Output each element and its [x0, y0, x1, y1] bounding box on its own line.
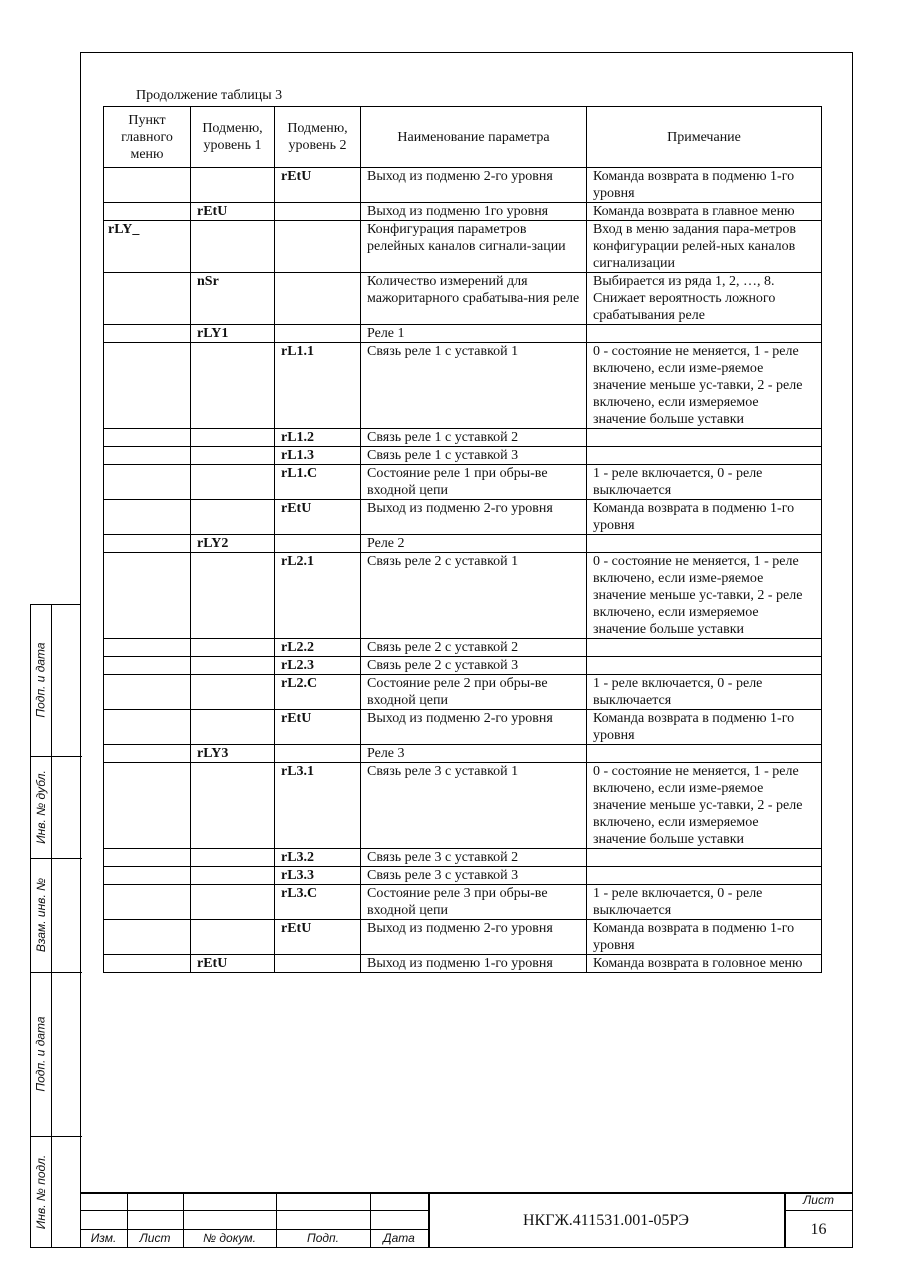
parameter-table [103, 106, 822, 973]
main-menu-code [104, 429, 191, 447]
parameter-name: Связь реле 2 с уставкой 2 [361, 639, 587, 657]
main-menu-code [104, 447, 191, 465]
main-menu-code [104, 955, 191, 973]
submenu-2-code: rL3.C [275, 885, 361, 920]
main-menu-code: rLY_ [104, 221, 191, 273]
parameter-note: Команда возврата в подменю 1-го уровня [587, 920, 822, 955]
main-menu-code [104, 710, 191, 745]
submenu-1-code [191, 465, 275, 500]
title-label-doc-no: № докум. [203, 1231, 256, 1245]
table-header-row [104, 107, 822, 168]
parameter-name: Связь реле 2 с уставкой 3 [361, 657, 587, 675]
submenu-1-code [191, 429, 275, 447]
submenu-1-code: rLY2 [191, 535, 275, 553]
parameter-note: Команда возврата в подменю 1-го уровня [587, 500, 822, 535]
submenu-1-code [191, 675, 275, 710]
main-menu-code [104, 639, 191, 657]
main-menu-code [104, 849, 191, 867]
parameter-note [587, 325, 822, 343]
table-row [104, 168, 822, 203]
submenu-1-code [191, 639, 275, 657]
header-submenu-2: Подменю, уровень 2 [275, 107, 361, 168]
parameter-note: 0 - состояние не меняется, 1 - реле включено, если изме-ряемое значение меньше ус-тавки, 2 - реле включено, если измеряемое значение больше уставки [587, 553, 822, 639]
parameter-note: Команда возврата в главное меню [587, 203, 822, 221]
parameter-note [587, 429, 822, 447]
table-row [104, 343, 822, 429]
main-menu-code [104, 920, 191, 955]
parameter-note: 1 - реле включается, 0 - реле выключается [587, 885, 822, 920]
main-menu-code [104, 325, 191, 343]
submenu-1-code [191, 885, 275, 920]
main-menu-code [104, 885, 191, 920]
side-label-replace-inv: Взам. инв. № [34, 877, 49, 953]
parameter-name: Связь реле 3 с уставкой 2 [361, 849, 587, 867]
submenu-2-code: rL2.2 [275, 639, 361, 657]
table-row [104, 325, 822, 343]
main-menu-code [104, 763, 191, 849]
main-menu-code [104, 343, 191, 429]
main-menu-code [104, 203, 191, 221]
table-caption: Продолжение таблицы 3 [136, 88, 283, 103]
parameter-note [587, 657, 822, 675]
main-menu-code [104, 553, 191, 639]
parameter-note [587, 745, 822, 763]
parameter-name: Выход из подменю 1-го уровня [361, 955, 587, 973]
submenu-1-code [191, 920, 275, 955]
title-label-sheet: Лист [139, 1231, 171, 1245]
parameter-note [587, 849, 822, 867]
table-row [104, 465, 822, 500]
main-menu-code [104, 675, 191, 710]
submenu-2-code: rL3.1 [275, 763, 361, 849]
parameter-note [587, 639, 822, 657]
parameter-name: Состояние реле 2 при обры-ве входной цепи [361, 675, 587, 710]
parameter-name: Реле 3 [361, 745, 587, 763]
submenu-1-code [191, 849, 275, 867]
submenu-2-code: rEtU [275, 500, 361, 535]
side-stamp-outer [52, 604, 80, 1248]
parameter-name: Количество измерений для мажоритарного срабатыва-ния реле [361, 273, 587, 325]
submenu-2-code: rEtU [275, 920, 361, 955]
submenu-2-code [275, 273, 361, 325]
header-main-menu: Пункт главного меню [104, 107, 191, 168]
submenu-2-code: rL3.3 [275, 867, 361, 885]
parameter-name: Выход из подменю 2-го уровня [361, 920, 587, 955]
main-menu-code [104, 273, 191, 325]
submenu-2-code: rL2.C [275, 675, 361, 710]
header-submenu-1: Подменю, уровень 1 [191, 107, 275, 168]
submenu-2-code: rL1.C [275, 465, 361, 500]
submenu-1-code [191, 657, 275, 675]
table-row [104, 639, 822, 657]
title-label-change: Изм. [90, 1231, 117, 1245]
table-row [104, 675, 822, 710]
submenu-1-code [191, 867, 275, 885]
table-row [104, 203, 822, 221]
parameter-name: Состояние реле 1 при обры-ве входной цепи [361, 465, 587, 500]
parameter-note [587, 447, 822, 465]
submenu-2-code [275, 203, 361, 221]
submenu-1-code [191, 221, 275, 273]
main-menu-code [104, 535, 191, 553]
title-label-signature: Подп. [307, 1231, 339, 1245]
table-row [104, 447, 822, 465]
sheet-number: 16 [810, 1220, 827, 1238]
side-label-sign-date: Подп. и дата [34, 642, 48, 718]
parameter-name: Связь реле 3 с уставкой 1 [361, 763, 587, 849]
submenu-1-code [191, 447, 275, 465]
submenu-2-code [275, 745, 361, 763]
parameter-note: 1 - реле включается, 0 - реле выключается [587, 675, 822, 710]
submenu-1-code: rLY3 [191, 745, 275, 763]
header-note: Примечание [587, 107, 822, 168]
document-number: НКГЖ.411531.001-05РЭ [522, 1211, 689, 1229]
parameter-name: Выход из подменю 1го уровня [361, 203, 587, 221]
parameter-name: Реле 1 [361, 325, 587, 343]
parameter-name: Реле 2 [361, 535, 587, 553]
parameter-note [587, 867, 822, 885]
submenu-2-code [275, 535, 361, 553]
parameter-name: Связь реле 1 с уставкой 2 [361, 429, 587, 447]
parameter-name: Связь реле 2 с уставкой 1 [361, 553, 587, 639]
title-label-date: Дата [383, 1231, 415, 1245]
submenu-1-code [191, 343, 275, 429]
submenu-1-code [191, 553, 275, 639]
submenu-1-code [191, 763, 275, 849]
parameter-note: Выбирается из ряда 1, 2, …, 8. Снижает вероятность ложного срабатывания реле [587, 273, 822, 325]
side-label-dup-inv: Инв. № дубл. [34, 770, 48, 844]
submenu-1-code [191, 710, 275, 745]
main-menu-code [104, 867, 191, 885]
parameter-name: Связь реле 1 с уставкой 3 [361, 447, 587, 465]
parameter-name: Выход из подменю 2-го уровня [361, 710, 587, 745]
table-row [104, 867, 822, 885]
submenu-2-code: rL2.3 [275, 657, 361, 675]
submenu-2-code: rL1.1 [275, 343, 361, 429]
parameter-note: Команда возврата в головное меню [587, 955, 822, 973]
table-row [104, 955, 822, 973]
submenu-2-code: rEtU [275, 168, 361, 203]
main-menu-code [104, 168, 191, 203]
main-menu-code [104, 465, 191, 500]
submenu-1-code [191, 500, 275, 535]
submenu-1-code: rEtU [191, 955, 275, 973]
sheet-label: Лист [803, 1193, 834, 1207]
parameter-note: Команда возврата в подменю 1-го уровня [587, 710, 822, 745]
submenu-1-code [191, 168, 275, 203]
submenu-2-code [275, 325, 361, 343]
table-row [104, 745, 822, 763]
submenu-1-code: rLY1 [191, 325, 275, 343]
submenu-2-code [275, 955, 361, 973]
main-menu-code [104, 500, 191, 535]
table-row [104, 500, 822, 535]
parameter-note: Команда возврата в подменю 1-го уровня [587, 168, 822, 203]
table-row [104, 553, 822, 639]
parameter-name: Связь реле 1 с уставкой 1 [361, 343, 587, 429]
table-row [104, 885, 822, 920]
table-body [104, 168, 822, 973]
main-menu-code [104, 657, 191, 675]
table-row [104, 535, 822, 553]
parameter-name: Выход из подменю 2-го уровня [361, 168, 587, 203]
parameter-note: 1 - реле включается, 0 - реле выключается [587, 465, 822, 500]
parameter-name: Связь реле 3 с уставкой 3 [361, 867, 587, 885]
side-label-sign-date-2: Подп. и дата [34, 1016, 48, 1092]
parameter-note: Вход в меню задания пара-метров конфигурации релей-ных каналов сигнализации [587, 221, 822, 273]
table-row [104, 273, 822, 325]
table-row [104, 920, 822, 955]
main-menu-code [104, 745, 191, 763]
submenu-1-code: nSr [191, 273, 275, 325]
submenu-2-code: rL3.2 [275, 849, 361, 867]
side-label-orig-inv: Инв. № подл. [34, 1154, 48, 1230]
table-row [104, 657, 822, 675]
parameter-note: 0 - состояние не меняется, 1 - реле включено, если изме-ряемое значение меньше ус-тавки, 2 - реле включено, если измеряемое значение больше уставки [587, 343, 822, 429]
table-row [104, 763, 822, 849]
table-row [104, 710, 822, 745]
submenu-2-code: rL1.3 [275, 447, 361, 465]
parameter-name: Конфигурация параметров релейных каналов сигнали-зации [361, 221, 587, 273]
table-row [104, 849, 822, 867]
submenu-2-code: rL1.2 [275, 429, 361, 447]
submenu-2-code: rL2.1 [275, 553, 361, 639]
parameter-name: Состояние реле 3 при обры-ве входной цепи [361, 885, 587, 920]
submenu-1-code: rEtU [191, 203, 275, 221]
parameter-name: Выход из подменю 2-го уровня [361, 500, 587, 535]
header-parameter-name: Наименование параметра [361, 107, 587, 168]
submenu-2-code [275, 221, 361, 273]
parameter-note: 0 - состояние не меняется, 1 - реле включено, если изме-ряемое значение меньше ус-тавки, 2 - реле включено, если измеряемое значение больше уставки [587, 763, 822, 849]
submenu-2-code: rEtU [275, 710, 361, 745]
parameter-note [587, 535, 822, 553]
table-row [104, 429, 822, 447]
table-row [104, 221, 822, 273]
